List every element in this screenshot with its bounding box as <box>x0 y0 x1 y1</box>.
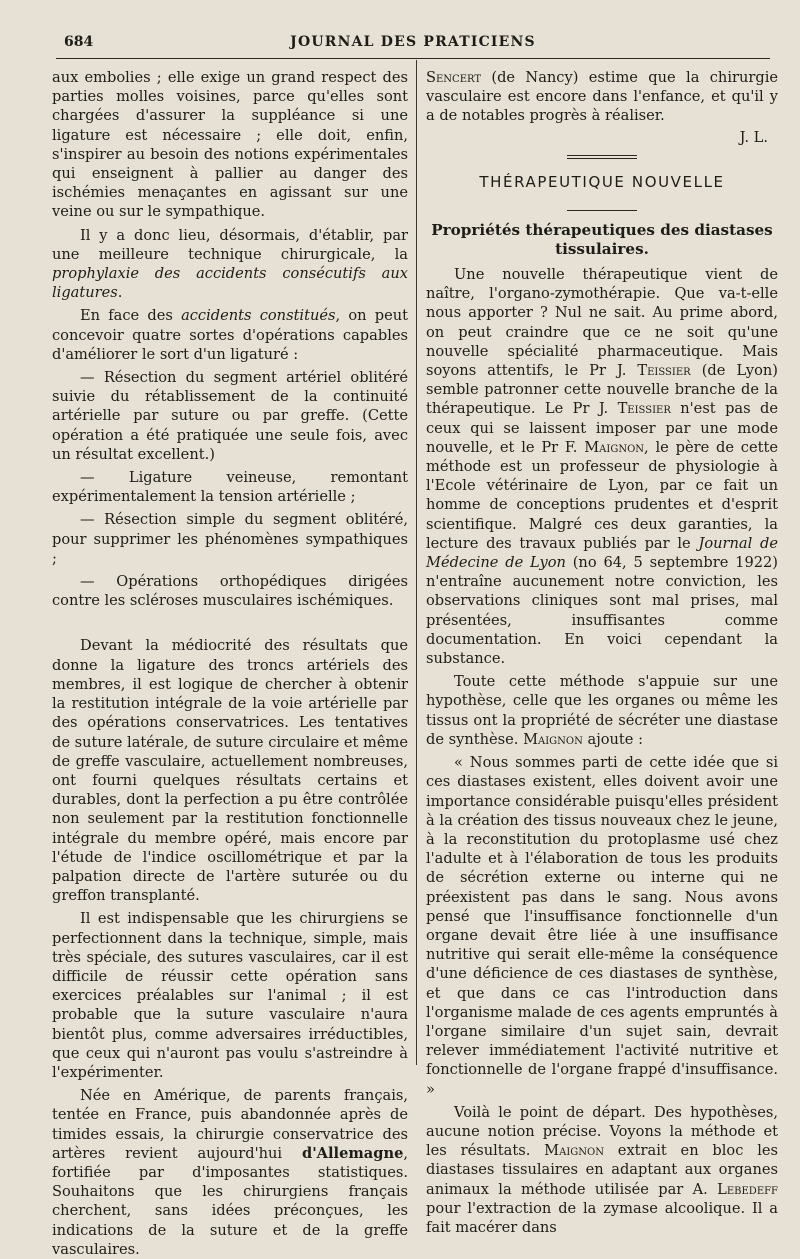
paragraph: En face des accidents constitués, on peut concevoir quatre sortes d'opérations capables d'améliorer le sort d'un ligaturé : <box>52 307 408 363</box>
page-number: 684 <box>64 34 94 50</box>
list-item: — Résection simple du segment oblitéré, pour supprimer les phénomènes sympathiques ; <box>52 511 408 567</box>
journal-title: JOURNAL DES PRATICIENS <box>290 34 536 50</box>
paragraph: Devant la médiocrité des résultats que donne la ligature des troncs artériels des membres, il est logique de chercher à obtenir la restitution intégrale de la voie artérielle par des opérations conservatrices. Les tentatives de suture latérale, de suture circulaire et même de greffe vasculaire, actuellement nombreuses, ont fourni quelques résultats certains et durables, dont la perfection a pu être contrôlée non seulement par la restitution fonctionnelle intégrale du membre opéré, mais encore par l'étude de l'indice oscillométrique et par la palpation directe de l'artère suturée ou du greffon transplanté. <box>52 637 408 905</box>
paragraph: Il y a donc lieu, désormais, d'établir, par une meilleure technique chirurgicale, la prophylaxie des accidents consécutifs aux ligatures. <box>52 226 408 302</box>
paragraph: aux embolies ; elle exige un grand respect des parties molles voisines, parce qu'elles sont chargées d'assurer la suppléance si une ligature est nécessaire ; elle doit, enfin, s'inspirer au besoin des notions expérimentales qui enseignent à pallier au danger des ischémies menaçantes en agissant sur une veine ou sur le sympathique. <box>52 69 408 221</box>
paragraph: Il est indispensable que les chirurgiens se perfectionnent dans la technique, simple, mais très spéciale, des sutures vasculaires, car il est difficile de réussir cette opération sans exercices préalables sur l'animal ; il est probable que la suture vasculaire n'aura bientôt plus, comme adversaires irréductibles, que ceux qui n'auront pas voulu s'astreindre à l'expérimenter. <box>52 910 408 1081</box>
article-title: Propriétés thérapeutiques des diastases tissulaires. <box>431 221 773 259</box>
section-separator <box>567 155 637 159</box>
list-item: — Opérations orthopédiques dirigées contre les scléroses musculaires ischémiques. <box>52 573 408 610</box>
signature: J. L. <box>739 128 768 146</box>
page-header <box>56 32 770 54</box>
paragraph: Sencert (de Nancy) estime que la chirurgie vasculaire est encore dans l'enfance, et qu'il y a de notables progrès à réaliser. <box>426 69 778 125</box>
title-separator <box>567 210 637 211</box>
paragraph: Voilà le point de départ. Des hypothèses, aucune notion précise. Voyons la méthode et les résultats. Maignon extrait en bloc les diastases tissulaires en adaptant aux organes animaux la méthode utilisée par A. Lebedeff pour l'extraction de la zymase alcoolique. Il a fait macérer dans <box>426 1103 778 1236</box>
author-name: Sencert <box>426 69 482 86</box>
list-item: — Ligature veineuse, remontant expérimentalement la tension artérielle ; <box>52 469 408 506</box>
header-rule <box>56 58 770 59</box>
column-divider <box>416 60 417 1065</box>
section-title: THÉRAPEUTIQUE NOUVELLE <box>479 172 725 191</box>
paragraph: Une nouvelle thérapeutique vient de naître, l'organo-zymothérapie. Que va-t-elle nous apporter ? Nul ne sait. Au prime abord, on peut craindre que ce ne soit qu'une nouvelle spécialité pharmaceutique. Mais soyons attentifs, le Pr J. Teissier (de Lyon) semble patronner cette nouvelle branche de la thérapeutique. Le Pr J. Teissier n'est pas de ceux qui se laissent imposer par une mode nouvelle, et le Pr F. Maignon, le père de cette méthode est un professeur de physiologie à l'Ecole vétérinaire de Lyon, par ce fait un homme de conceptions prudentes et d'esprit scientifique. Malgré ces deux garanties, la lecture des travaux publiés par le Journal de Médecine de Lyon (no 64, 5 septembre 1922) n'entraîne aucunement notre conviction, les observations cliniques sont mal prises, mal présentées, insuffisantes comme documentation. En voici cependant la substance. <box>426 266 779 668</box>
paragraph: Toute cette méthode s'appuie sur une hypothèse, celle que les organes ou même les tissus ont la propriété de sécréter une diastase de synthèse. Maignon ajoute : <box>426 673 778 748</box>
left-column <box>52 68 408 1259</box>
list-item: — Résection du segment artériel oblitéré suivie du rétablissement de la continuité artérielle par suture ou par greffe. (Cette opération a été pratiquée une seule fois, avec un résultat excellent.) <box>52 369 408 463</box>
quotation: « Nous sommes parti de cette idée que si ces diastases existent, elles doivent avoir une importance considérable puisqu'elles président à la création des tissus nouveaux chez le jeune, à la reconstitution du protoplasme usé chez l'adulte et à l'élaboration de tous les produits de sécrétion externe ou interne qui ne préexistent pas dans le sang. Nous avons pensé que l'insuffisance fonctionnelle d'un organe devait être liée à une insuffisance nutritive qui serait elle-même la conséquence d'une déficience de ces diastases de synthèse, et que dans ce cas l'introduction dans l'organisme malade de ces agents empruntés à l'organe similaire d'un sujet sain, devrait relever immédiatement l'activité nutritive et fonctionnelle de l'organe frappé d'insuffisance. » <box>426 754 778 1098</box>
paragraph: Née en Amérique, de parents français, tentée en France, puis abandonnée après de timides essais, la chirurgie conservatrice des artères revient aujourd'hui d'Allemagne, fortifiée par d'imposantes statistiques. Souhaitons que les chirurgiens français cherchent, sans idées préconçues, les indications de la suture et de la greffe vasculaires. <box>52 1087 408 1258</box>
right-column <box>426 68 778 1237</box>
